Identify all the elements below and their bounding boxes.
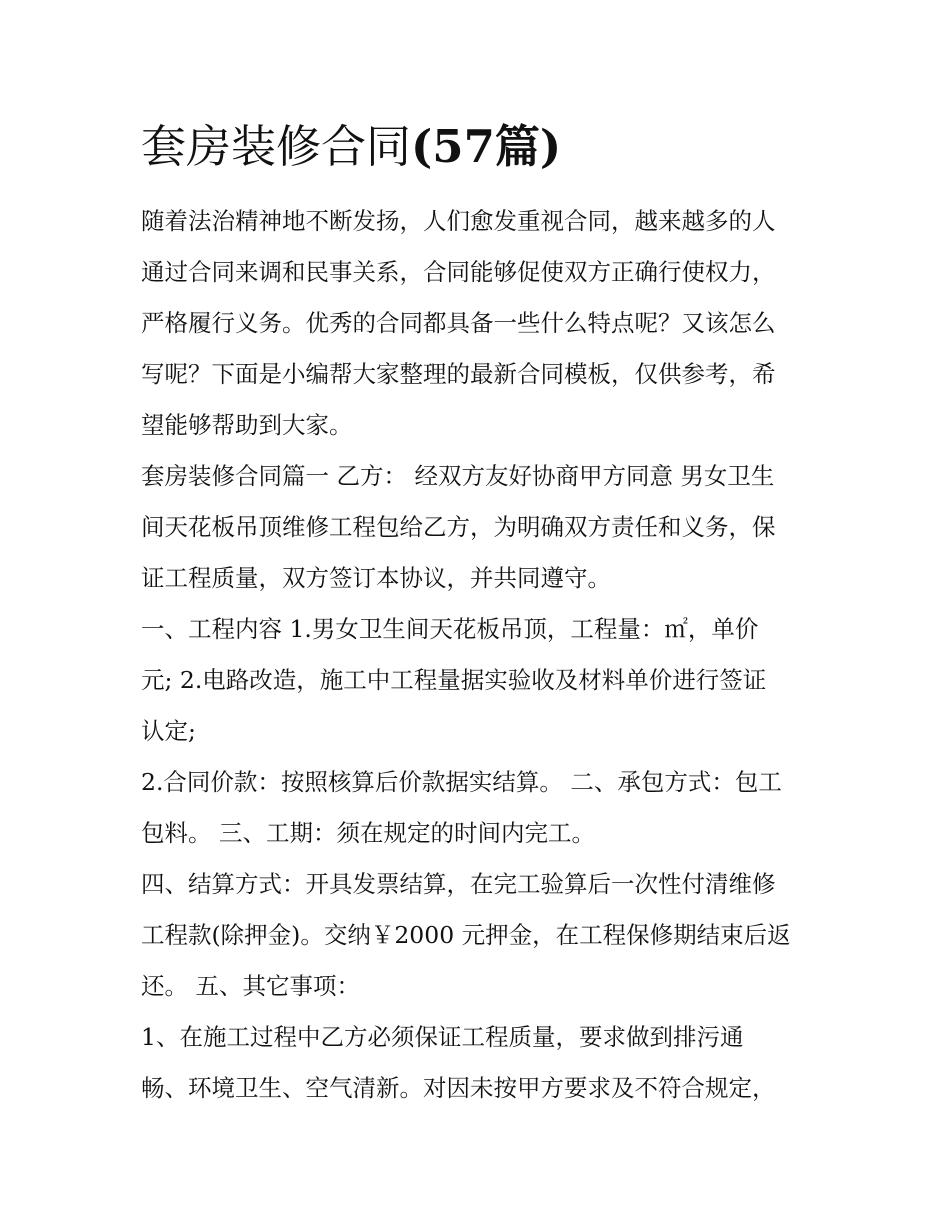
text-line: 写呢？下面是小编帮大家整理的最新合同模板，仅供参考，希	[141, 360, 776, 388]
text-line: 套房装修合同篇一 乙方： 经双方友好协商甲方同意 男女卫生	[141, 462, 775, 490]
text-line: 包料。 三、工期：须在规定的时间内完工。	[141, 819, 595, 847]
document-title	[141, 116, 561, 178]
text-line: 2.合同价款：按照核算后价款据实结算。 二、承包方式：包工	[141, 768, 782, 796]
document-body	[141, 196, 821, 1114]
other-matters-paragraph	[141, 1012, 821, 1114]
text-line: 1、在施工过程中乙方必须保证工程质量，要求做到排污通	[141, 1023, 744, 1051]
text-line: 元; 2.电路改造，施工中工程量据实验收及材料单价进行签证	[141, 666, 767, 694]
settlement-paragraph	[141, 859, 821, 1012]
contract-intro-paragraph	[141, 451, 821, 604]
text-line: 通过合同来调和民事关系，合同能够促使双方正确行使权力，	[141, 258, 776, 286]
project-content-paragraph	[141, 604, 821, 757]
text-line: 还。 五、其它事项：	[141, 972, 360, 1000]
text-line: 证工程质量，双方签订本协议，并共同遵守。	[141, 564, 611, 592]
text-line: 望能够帮助到大家。	[141, 411, 353, 439]
text-line: 一、工程内容 1.男女卫生间天花板吊顶，工程量：㎡，单价	[141, 615, 759, 643]
text-line: 畅、环境卫生、空气清新。对因未按甲方要求及不符合规定，	[141, 1074, 776, 1102]
intro-paragraph	[141, 196, 821, 451]
text-line: 严格履行义务。优秀的合同都具备一些什么特点呢？又该怎么	[141, 309, 776, 337]
text-line: 随着法治精神地不断发扬，人们愈发重视合同，越来越多的人	[141, 207, 776, 235]
document-title-count: (57篇)	[411, 120, 562, 173]
contract-price-paragraph	[141, 757, 821, 859]
text-line: 间天花板吊顶维修工程包给乙方，为明确双方责任和义务，保	[141, 513, 776, 541]
document-title-main: 套房装修合同	[141, 120, 412, 173]
text-line: 工程款(除押金)。交纳￥2000 元押金，在工程保修期结束后返	[141, 921, 791, 949]
text-line: 四、结算方式：开具发票结算，在完工验算后一次性付清维修	[141, 870, 776, 898]
text-line: 认定;	[141, 717, 196, 745]
